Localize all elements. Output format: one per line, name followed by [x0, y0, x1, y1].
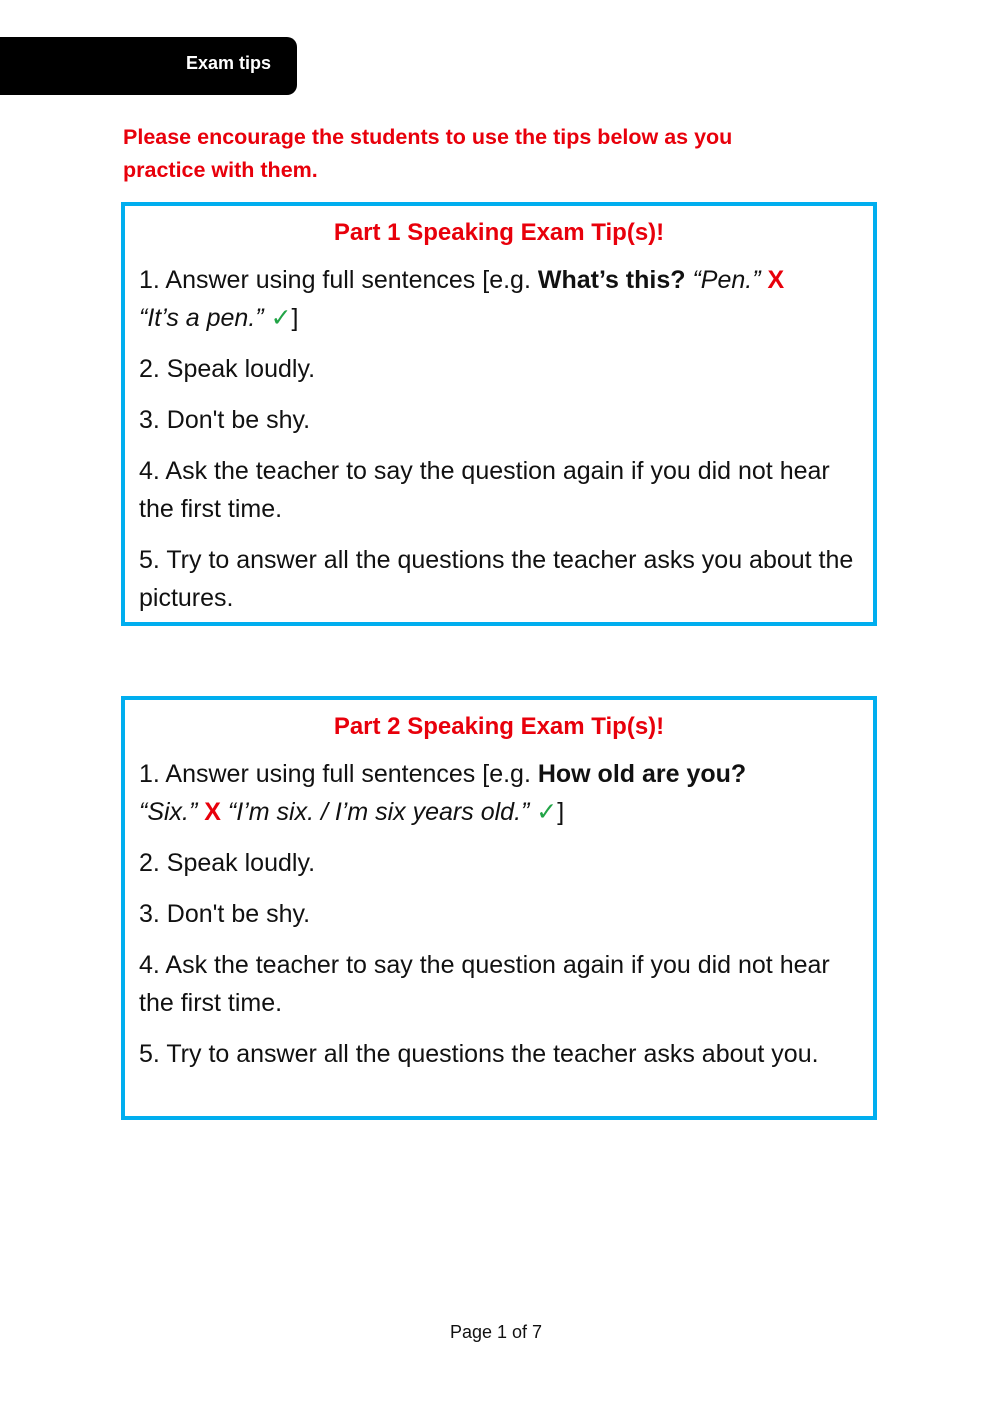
header-tab-label: Exam tips	[186, 53, 272, 73]
wrong-mark-icon: X	[204, 798, 221, 826]
part2-title: Part 2 Speaking Exam Tip(s)!	[333, 713, 665, 740]
part2-tips-box	[121, 696, 877, 1120]
tip-text: 1. Answer using full sentences [e.g.	[139, 760, 538, 788]
page-number: Page 1 of 7	[449, 1322, 543, 1342]
right-answer: “It’s a pen.”	[139, 304, 264, 332]
part1-tips-box	[121, 202, 877, 626]
wrong-mark-icon: X	[767, 266, 785, 294]
part1-tip-4: 4. Ask the teacher to say the question again if you did not hear the first time.	[139, 457, 830, 523]
part1-tip-1	[139, 261, 859, 337]
part1-tip-3: 3. Don't be shy.	[139, 406, 311, 434]
intro-line-1: Please encourage the students to use the tips below as you	[123, 125, 733, 149]
part2-tip-4: 4. Ask the teacher to say the question again if you did not hear the first time.	[139, 951, 830, 1017]
part2-tip-3: 3. Don't be shy.	[139, 900, 311, 928]
check-mark-icon: ✓	[270, 304, 292, 332]
intro-instruction	[123, 121, 843, 187]
example-question: What’s this?	[537, 266, 686, 294]
wrong-answer: “Pen.”	[692, 266, 761, 294]
part2-tip-1	[139, 755, 859, 831]
bracket-close: ]	[557, 798, 565, 826]
right-answer: “I’m six. / I’m six years old.”	[227, 798, 530, 826]
wrong-answer: “Six.”	[139, 798, 198, 826]
part1-title: Part 1 Speaking Exam Tip(s)!	[333, 219, 665, 246]
part1-tip-5: 5. Try to answer all the questions the teacher asks you about the pictures.	[139, 546, 854, 612]
part2-tip-2: 2. Speak loudly.	[139, 849, 316, 877]
tip-text: 1. Answer using full sentences [e.g.	[139, 266, 538, 294]
intro-line-2: practice with them.	[123, 158, 318, 182]
check-mark-icon: ✓	[536, 798, 558, 826]
example-question: How old are you?	[537, 760, 747, 788]
part1-tip-2: 2. Speak loudly.	[139, 355, 316, 383]
bracket-close: ]	[291, 304, 299, 332]
part2-tip-5: 5. Try to answer all the questions the teacher asks about you.	[139, 1040, 819, 1068]
